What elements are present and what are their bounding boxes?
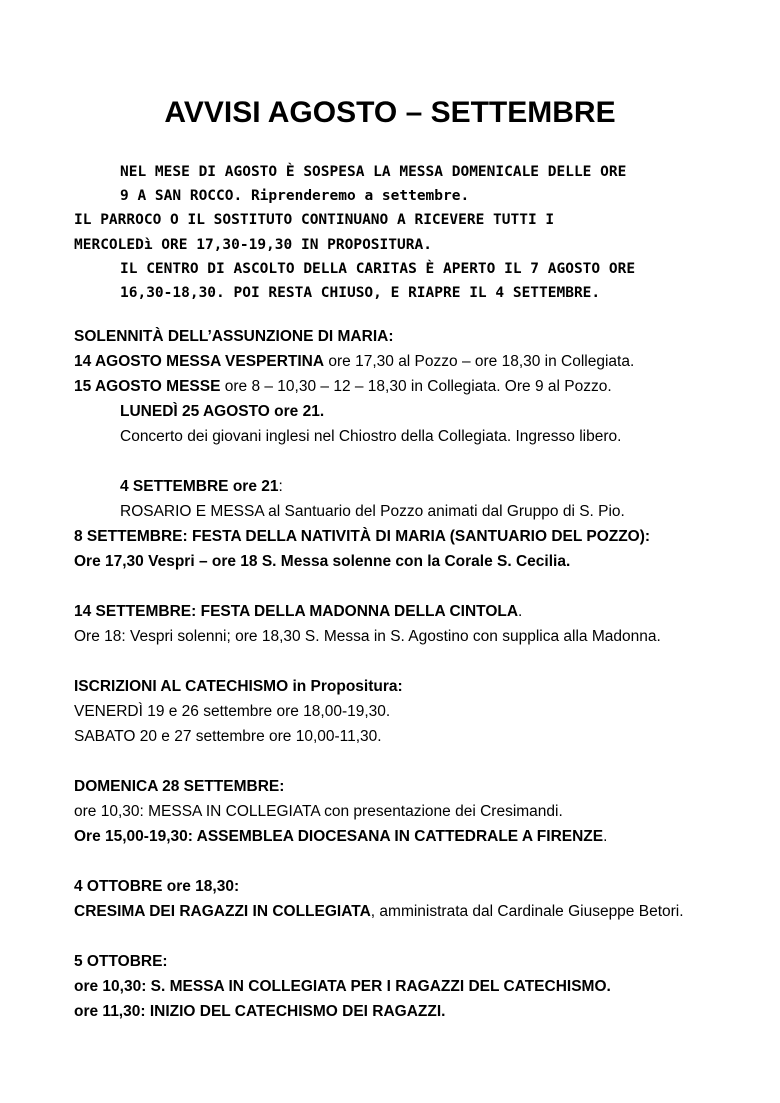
- event-line: ore 11,30: INIZIO DEL CATECHISMO DEI RAGAZZI.: [74, 1003, 446, 1020]
- event-date: CRESIMA DEI RAGAZZI IN COLLEGIATA: [74, 903, 371, 920]
- event-line: Ore 18: Vespri solenni; ore 18,30 S. Messa in S. Agostino con supplica alla Madonna.: [74, 628, 661, 645]
- event-line: ore 10,30: S. MESSA IN COLLEGIATA PER I RAGAZZI DEL CATECHISMO.: [74, 978, 611, 995]
- notice-line: MERCOLEDì ORE 17,30-19,30 IN PROPOSITURA.: [74, 236, 432, 253]
- event-line: [74, 374, 754, 399]
- section-heading: [74, 599, 754, 624]
- notice-line: IL PARROCO O IL SOSTITUTO CONTINUANO A RICEVERE TUTTI I: [74, 212, 555, 229]
- notice-line: [0, 184, 780, 208]
- event-line: ROSARIO E MESSA al Santuario del Pozzo animati dal Gruppo di S. Pio.: [120, 503, 625, 520]
- event-date: 4 SETTEMBRE ore 21: [120, 478, 279, 495]
- event-date: 15 AGOSTO MESSE: [74, 378, 221, 395]
- event-line: ore 10,30: MESSA IN COLLEGIATA con presentazione dei Cresimandi.: [74, 803, 563, 820]
- section-heading: DOMENICA 28 SETTEMBRE:: [74, 778, 285, 795]
- event-line: 8 SETTEMBRE: FESTA DELLA NATIVITÀ DI MARIA (SANTUARIO DEL POZZO):: [74, 528, 651, 545]
- section-heading: ISCRIZIONI AL CATECHISMO in Propositura:: [74, 678, 403, 695]
- notice-text: Riprenderemo a settembre.: [250, 188, 470, 205]
- event-line: LUNEDÌ 25 AGOSTO ore 21.: [120, 403, 325, 420]
- event-text: ore 8 – 10,30 – 12 – 18,30 in Collegiata. Ore 9 al Pozzo.: [220, 378, 612, 395]
- section-heading: 4 OTTOBRE ore 18,30:: [74, 878, 240, 895]
- events-body: [74, 324, 754, 1024]
- event-line: Concerto dei giovani inglesi nel Chiostro della Collegiata. Ingresso libero.: [120, 428, 622, 445]
- event-date: Ore 15,00-19,30: ASSEMBLEA DIOCESANA IN CATTEDRALE A FIRENZE: [74, 828, 604, 845]
- event-text: .: [603, 828, 608, 845]
- event-line: [74, 824, 754, 849]
- event-line: Ore 17,30 Vespri – ore 18 S. Messa solenne con la Corale S. Cecilia.: [74, 553, 571, 570]
- notices-block: [0, 160, 780, 305]
- section-heading: [74, 474, 754, 499]
- event-date: 14 AGOSTO MESSA VESPERTINA: [74, 353, 325, 370]
- event-text: , amministrata dal Cardinale Giuseppe Betori.: [370, 903, 684, 920]
- notice-line: NEL MESE DI AGOSTO È SOSPESA LA MESSA DOMENICALE DELLE ORE: [120, 164, 627, 180]
- page-title: AVVISI AGOSTO – SETTEMBRE: [164, 96, 616, 129]
- event-line: [74, 899, 754, 924]
- event-date: 14 SETTEMBRE: FESTA DELLA MADONNA DELLA CINTOLA: [74, 603, 519, 620]
- event-line: VENERDÌ 19 e 26 settembre ore 18,00-19,30.: [74, 703, 391, 720]
- event-text: :: [278, 478, 283, 495]
- event-text: ore 17,30 al Pozzo – ore 18,30 in Collegiata.: [324, 353, 635, 370]
- notice-line: 16,30-18,30. POI RESTA CHIUSO, E RIAPRE IL 4 SETTEMBRE.: [120, 285, 601, 302]
- event-text: .: [518, 603, 523, 620]
- notice-text: 9 A SAN ROCCO.: [120, 188, 243, 205]
- event-line: [74, 349, 754, 374]
- section-heading: 5 OTTOBRE:: [74, 953, 168, 970]
- event-line: SABATO 20 e 27 settembre ore 10,00-11,30.: [74, 728, 382, 745]
- section-heading: SOLENNITÀ DELL’ASSUNZIONE DI MARIA:: [74, 328, 394, 345]
- notice-line: IL CENTRO DI ASCOLTO DELLA CARITAS È APERTO IL 7 AGOSTO ORE: [120, 260, 636, 277]
